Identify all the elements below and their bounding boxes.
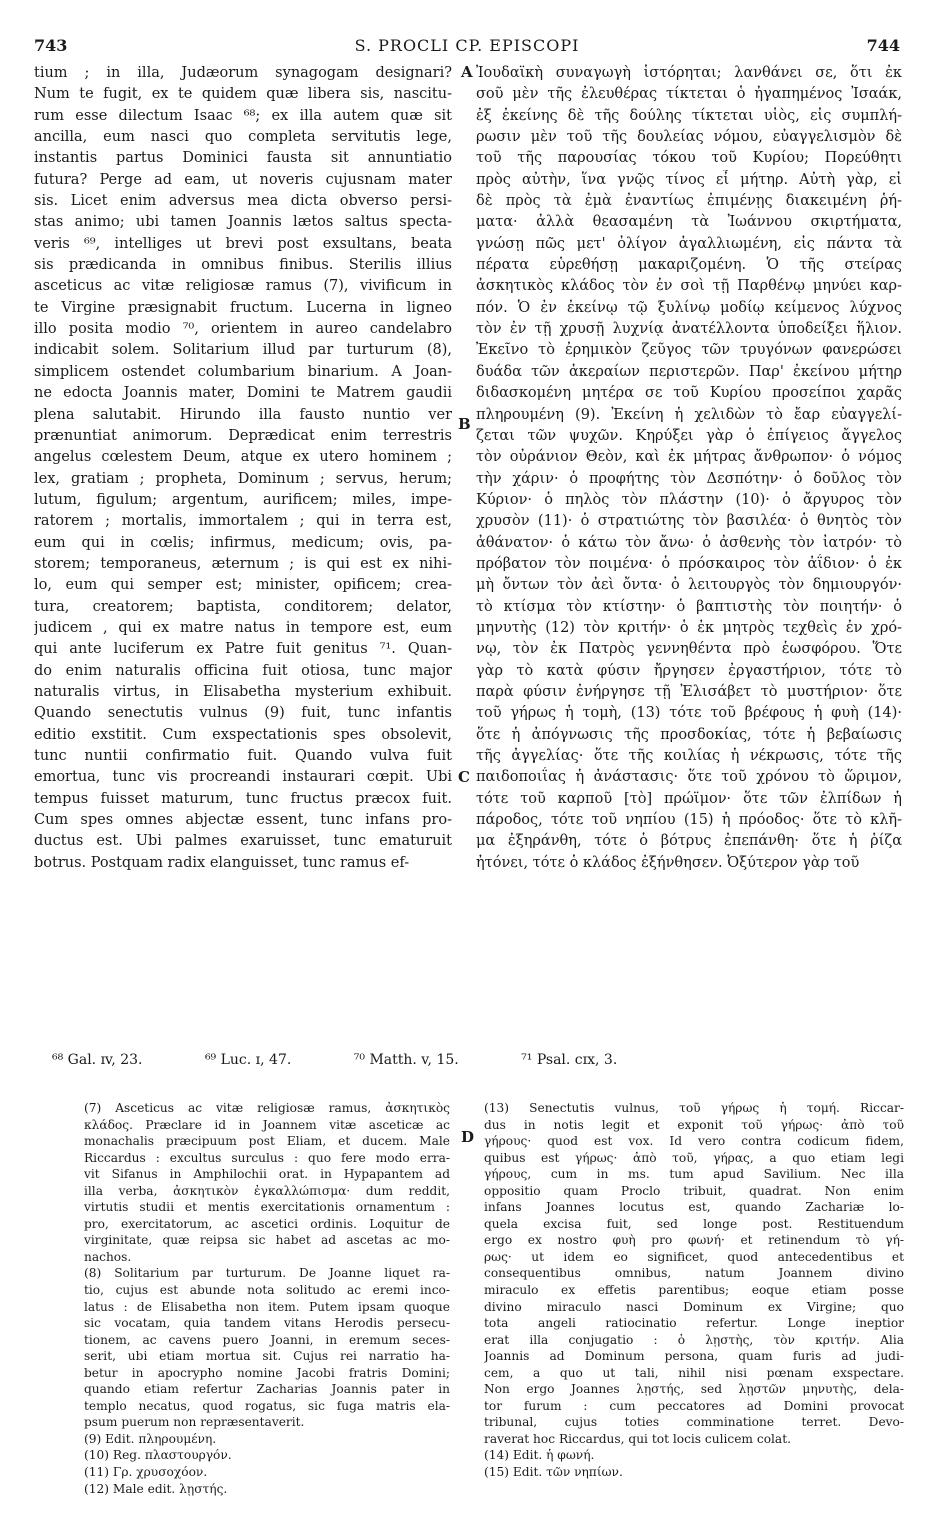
note-line: Joannis ad Dominum persona, quam furis ad judi-: [484, 1349, 904, 1364]
greek-text-line: τὸ κτίσμα τὸν κτίστην· ὁ βαπτιστὴς τὸν ποιητήν· ὁ: [476, 598, 902, 615]
reference: ⁶⁸ Gal. ɪv, 23.: [52, 1052, 143, 1068]
note-line: quando etiam refertur Zacharias Joannis pater in: [84, 1382, 450, 1397]
note-line: (8) Solitarium par turturum. De Joanne liquet ra-: [84, 1266, 450, 1281]
greek-text-line: τὸν ἐν τῇ χρυσῇ λυχνίᾳ ἀνατέλλοντα ὑποδείξει ἥλιον.: [476, 321, 902, 338]
greek-text-line: πέρατα εὑρεθήσῃ μακαριζομένη. Ὁ τῆς στείρας: [476, 257, 902, 274]
margin-mark-d: D: [461, 1128, 475, 1146]
margin-mark-b: B: [458, 415, 471, 433]
latin-text-line: sis. Licet enim adversus mea dicta obverso persi-: [34, 193, 452, 210]
latin-text-line: Num te fugit, ex te quidem quæ libera sis, nascitu-: [34, 86, 452, 103]
note-line: erat illa conjugatio : ὁ λῃστὴς, τὸν κριτήν. Alia: [484, 1332, 904, 1347]
note-line: dus in notis legit et exponit τοῦ γήρως· ἀπὸ τοῦ: [484, 1117, 904, 1132]
running-header: [34, 36, 900, 62]
greek-text-line: διδασκομένη μητέρα σε τοῦ Κυρίου προσείποι χαρᾶς: [476, 385, 902, 402]
greek-text-line: σοῦ μὲν τῆς ἐλευθέρας τίκτεται ὁ ἠγαπημένος Ἰσαάκ,: [476, 86, 902, 103]
note-line: tribunal, cujus toties comminatione terret. Devo-: [484, 1415, 904, 1430]
latin-text-line: te Virgine præsignabit fructum. Lucerna in ligneo: [34, 299, 452, 316]
greek-column: [476, 63, 902, 874]
greek-text-line: Ἐκεῖνο τὸ ἐρημικὸν ζεῦγος τῶν τρυγόνων φανερώσει: [476, 342, 902, 359]
greek-text-line: μὴ ὄντων τὸν ἀεὶ ὄντα· ὁ λειτουργὸς τὸν δημιουργόν·: [476, 577, 902, 594]
greek-text-line: τότε τοῦ καρποῦ [τὸ] πρώϊμον· ὅτε τῶν ἐλπίδων ἡ: [476, 790, 902, 807]
note-line: Non ergo Joannes λῃστής, sed λῃστῶν μηνυτὴς, dela-: [484, 1382, 904, 1397]
latin-text-line: Quando senectutis vulnus (9) fuit, tunc infantis: [34, 705, 452, 722]
note-line: quibus est γήρως· ἀπὸ τοῦ, γήρας, a quo etiam legi: [484, 1150, 904, 1165]
note-line: miraculo ex effetis parentibus; eoque etiam posse: [484, 1283, 904, 1298]
latin-text-line: plena salutabit. Hirundo illa fausto nuntio ver: [34, 406, 452, 423]
note-line: (11) Γρ. χρυσοχόον.: [84, 1465, 208, 1480]
greek-text-line: μα ἐξηράνθη, τότε ὁ βότρυς ἐπεπάνθη· ὅτε ἡ ῥίζα: [476, 833, 902, 850]
greek-text-line: γὰρ τὸ κατὰ φύσιν ἤργησεν ἐργαστήριον, τότε τὸ: [476, 662, 902, 679]
latin-column: [34, 63, 452, 874]
latin-text-line: qui ante luciferum ex Patre fuit genitus ⁷¹. Quan-: [34, 641, 452, 658]
greek-text-line: ρωσιν μὲν τοῦ τῆς δουλείας νόμου, εὐαγγελισμὸν δὲ: [476, 129, 902, 146]
latin-text-line: ductus est. Ubi palmes exaruisset, tunc ematuruit: [34, 833, 452, 850]
greek-text-line: παρὰ φύσιν ἐνήργησε τῇ Ἐλισάβετ τὸ μυστήριον· ὅτε: [476, 683, 902, 700]
latin-text-line: rum esse dilectum Isaac ⁶⁸; ex illa autem quæ sit: [34, 107, 452, 124]
latin-text-line: emortua, tunc vis procreandi instaurari cœpit. Ubi: [34, 769, 452, 786]
latin-text-line: tempus fuisset maturum, tunc fructus præcox fuit.: [34, 790, 452, 807]
note-line: tio, cujus est abunde nota solitudo ac eremi inco-: [84, 1283, 450, 1298]
latin-text-line: eum qui in cœlis; infirmus, medicum; ovis, pa-: [34, 534, 452, 551]
greek-text-line: πόν. Ὁ ἐν ἐκείνῳ τῷ ξυλίνῳ μοδίῳ κείμενος λύχνος: [476, 299, 902, 316]
latin-text-line: sis prædicanda in omnibus finibus. Sterilis illius: [34, 257, 452, 274]
greek-text-line: πάροδος, τότε τοῦ νηπίου (15) ἡ πρόοδος· ὅτε τὸ κλῆ-: [476, 812, 902, 829]
latin-text-line: judicem , qui ex matre natus in tempore est, eum: [34, 619, 452, 636]
latin-text-line: do enim naturalis officina fuit otiosa, tunc major: [34, 662, 452, 679]
scripture-references: [52, 1052, 872, 1068]
greek-text-line: ἀθάνατον· ὁ κάτω τὸν ἄνω· ὁ ἀσθενὴς τὸν ἰατρόν· τὸ: [476, 534, 902, 551]
note-line: ρως· ut idem eo significet, quod antecedentibus et: [484, 1249, 904, 1264]
greek-text-line: Κύριον· ὁ πηλὸς τὸν πλάστην (10)· ὁ ἄργυρος τὸν: [476, 491, 902, 508]
latin-text-line: illo posita modio ⁷⁰, orientem in aureo candelabro: [34, 321, 452, 338]
greek-text-line: ἀσκητικὸς κλάδος τὸν ἐν σοὶ τῇ Παρθένῳ μηνύει καρ-: [476, 278, 902, 295]
reference: ⁷⁰ Matth. v, 15.: [353, 1052, 459, 1068]
note-line: monachalis præcipuum post Eliam, et ducem. Male: [84, 1134, 450, 1149]
greek-text-line: χρυσὸν (11)· ὁ στρατιώτης τὸν βασιλέα· ὁ θνητὸς τὸν: [476, 513, 902, 530]
greek-text-line: παιδοποιΐας ἡ ἀνάστασις· ὅτε τοῦ χρόνου τὸ ὥριμον,: [476, 769, 902, 786]
note-line: γήρους· quod est vox. Id vero contra codicum fidem,: [484, 1134, 904, 1149]
note-line: Riccardus : excultus surculus : quo fere modo erra-: [84, 1150, 450, 1165]
note-line: illa verba, ἀσκητικὸν ἐγκαλλώπισμα· dum reddit,: [84, 1183, 450, 1198]
note-line: templo necatus, quod rogatus, sic fuga matris ela-: [84, 1398, 450, 1413]
latin-text-line: indicabit solem. Solitarium illud par turturum (8),: [34, 342, 452, 359]
greek-text-line: τοῦ τῆς παρουσίας τόκου τοῦ Κυρίου; Πορεύθητι: [476, 150, 902, 167]
reference: ⁷¹ Psal. cɪx, 3.: [521, 1052, 618, 1068]
greek-text-line: τοῦ γήρως ἡ τομὴ, (13) τότε τοῦ βρέφους ἡ φυὴ (14)·: [476, 705, 902, 722]
latin-text-line: veris ⁶⁹, intelliges ut brevi post exsultans, beata: [34, 235, 452, 252]
greek-text-line: Ἰουδαϊκὴ συναγωγὴ ἱστόρηται; λανθάνει σε, ὅτι ἐκ: [476, 65, 902, 81]
latin-text-line: tium ; in illa, Judæorum synagogam designari?: [34, 65, 452, 81]
greek-text-line: γνώσῃ πῶς μετ' ὀλίγον ἀγαλλιωμένη, εἰς πάντα τὰ: [476, 235, 902, 252]
latin-text-line: naturalis virtus, in Elisabetha mysterium exhibuit.: [34, 683, 452, 700]
latin-text-line: futura? Perge ad eam, ut noveris cujusnam mater: [34, 171, 452, 188]
page-number-left: 743: [34, 36, 68, 55]
greek-text-line: πρόβατον τὸν ποιμένα· ὁ πρόσκαιρος τὸν ἀΐδιον· ὁ ἐκ: [476, 555, 902, 572]
note-line: tor furum : cum peccatores ad Domini provocat: [484, 1398, 904, 1413]
note-line: (13) Senectutis vulnus, τοῦ γήρως ἡ τομή. Riccar-: [484, 1101, 904, 1115]
note-line: betur in apocrypho nomine Jacobi fratris Domini;: [84, 1365, 450, 1380]
note-line: γήρους, cum in ms. tum apud Savilium. Nec illa: [484, 1167, 904, 1182]
greek-text-line: τὴν χάριν· ὁ προφήτης τὸν Δεσπότην· ὁ δοῦλος τὸν: [476, 470, 902, 487]
note-line: sic vocatam, quia tandem vitans Herodis persecu-: [84, 1316, 450, 1331]
note-line: raverat hoc Riccardus, qui tot locis culicem colat.: [484, 1431, 791, 1446]
latin-text-line: lutum, figulum; argentum, aurificem; miles, impe-: [34, 491, 452, 508]
note-line: κλάδος. Præclare id in Joannem vitæ asceticæ ac: [84, 1117, 450, 1132]
page-number-right: 744: [866, 36, 900, 55]
greek-text-line: ἐξ ἐκείνης δὲ τῆς δούλης τίκτεται υἱὸς, εἰς συμπλή-: [476, 107, 902, 124]
note-line: pro, exercitatorum, ac ascetici ordinis. Loquitur de: [84, 1216, 450, 1231]
reference: ⁶⁹ Luc. ɪ, 47.: [204, 1052, 292, 1068]
latin-text-line: tunc nuntii confirmatio fuit. Quando vulva fuit: [34, 748, 452, 764]
latin-text-line: simplicem ostendet columbarium binarium. A Joan-: [34, 363, 452, 380]
note-line: vit Sifanus in Amphilochii orat. in Hypapantem ad: [84, 1167, 450, 1182]
margin-mark-c: C: [458, 768, 470, 786]
latin-text-line: instantis partus Dominici fausta sit annuntiatio: [34, 150, 452, 167]
notes-right-column: [484, 1100, 904, 1481]
running-title: S. PROCLI CP. EPISCOPI: [354, 36, 580, 55]
latin-text-line: tura, creatorem; baptista, conditorem; delator,: [34, 598, 452, 615]
latin-text-line: asceticus ac vitæ religiosæ ramus (7), vivificum in: [34, 278, 452, 295]
latin-text-line: botrus. Postquam radix elanguisset, tunc ramus ef-: [34, 854, 410, 871]
note-line: divino miraculo nasci Dominum ex Virgine; quo: [484, 1299, 904, 1314]
greek-text-line: τὸν οὐράνιον Θεὸν, καὶ ἐκ μήτρας ἄνθρωπον· ὁ νόμος: [476, 449, 902, 466]
note-line: quela excisa fuit, sed longe post. Restituendum: [484, 1216, 904, 1231]
note-line: serit, ubi etiam mortua sit. Cujus rei narratio ha-: [84, 1349, 450, 1364]
latin-text-line: ancilla, eum nasci quo completa servitutis lege,: [34, 129, 452, 146]
greek-text-line: πληρουμένη (9). Ἐκείνη ἡ χελιδὼν τὸ ἔαρ εὐαγγελί-: [476, 406, 902, 423]
note-line: consequentibus omnibus, natum Joannem divino: [484, 1266, 904, 1281]
greek-text-line: νῳ, τὸν ἐκ Πατρὸς γεννηθέντα πρὸ ἑωσφόρου. Ὅτε: [476, 641, 902, 658]
greek-text-line: δὲ πρὸς τὰ ἐμὰ ἐναντίως ἐπιμένῃς διακειμένη ῥή-: [476, 193, 902, 210]
note-line: latus : de Elisabetha non item. Putem ipsam quoque: [84, 1299, 450, 1314]
greek-text-line: δυάδα τῶν ἀκεραίων περιστερῶν. Παρ' ἐκείνου μήτηρ: [476, 363, 902, 380]
note-line: (14) Edit. ἡ φωνή.: [484, 1448, 595, 1463]
greek-text-line: πρὸς αὐτὴν, ἵνα γνῷς τίνος εἶ μήτηρ. Αὐτὴ γὰρ, εἰ: [476, 171, 902, 188]
greek-text-line: ματα· ἀλλὰ θεασαμένη τὰ Ἰωάννου σκιρτήματα,: [476, 214, 902, 231]
latin-text-line: ratorem ; mortalis, immortalem ; qui in terra est,: [34, 513, 452, 530]
note-line: (15) Edit. τῶν νηπίων.: [484, 1465, 623, 1480]
note-line: (10) Reg. πλαστουργόν.: [84, 1448, 232, 1463]
note-line: ergo ex nostro φυὴ pro φωνή· et retinendum τὸ γή-: [484, 1233, 904, 1248]
notes-left-column: [84, 1100, 450, 1497]
latin-text-line: lex, gratiam ; propheta, Dominum ; servus, herum;: [34, 470, 452, 487]
note-line: virtutis studii et mentis exercitationis ornamentum :: [84, 1200, 450, 1215]
note-line: tota angeli ratiocinatio refertur. Longe ineptior: [484, 1316, 904, 1331]
greek-text-line: μηνυτὴς (12) τὸν κριτήν· ὁ ἐκ μητρὸς τεχθεὶς ἐν χρό-: [476, 619, 902, 636]
note-line: cem, a quo ut tali, nihil nisi pœnam exspectare.: [484, 1365, 904, 1380]
greek-text-line: τῆς ἀγγελίας· ὅτε τῆς κοιλίας ἡ νέκρωσις, τότε τῆς: [476, 748, 902, 764]
latin-text-line: ne edocta Joannis mater, Domini te Matrem gaudii: [34, 385, 452, 402]
note-line: infans Joannes locutus est, quando Zachariæ lo-: [484, 1200, 904, 1215]
greek-text-line: ζεται τῶν ψυχῶν. Κηρύξει γὰρ ὁ ἐπίγειος ἄγγελος: [476, 427, 902, 444]
greek-text-line: ὅτε ἡ ἀπόγνωσις τῆς προσδοκίας, τότε ἡ βεβαίωσις: [476, 726, 902, 743]
note-line: (7) Asceticus ac vitæ religiosæ ramus, ἀσκητικὸς: [84, 1101, 450, 1115]
latin-text-line: storem; temporaneus, æternum ; is qui est ex nihi-: [34, 555, 452, 572]
latin-text-line: Cum spes omnes abjectæ essent, tunc infans pro-: [34, 812, 452, 829]
latin-text-line: prænuntiat animorum. Deprædicat enim terrestris: [34, 427, 452, 444]
note-line: oppositio quam Proclo tribuit, quadrat. Non enim: [484, 1183, 904, 1198]
margin-mark-a: A: [461, 63, 473, 81]
note-line: nachos.: [84, 1249, 132, 1264]
latin-text-line: angelus cœlestem Deum, atque ex utero hominem ;: [34, 449, 452, 466]
greek-text-line: ἠτόνει, τότε ὁ κλάδος ἐξήνθησεν. Ὀξύτερον γὰρ τοῦ: [476, 854, 860, 871]
latin-text-line: stas animo; ubi tamen Joannis lætos saltus specta-: [34, 214, 452, 231]
note-line: (9) Edit. πληρουμένη.: [84, 1431, 217, 1446]
note-line: psum puerum non repræsentaverit.: [84, 1415, 305, 1430]
note-line: virginitate, quæ reipsa sic habet ad ascetas ac mo-: [84, 1233, 450, 1248]
latin-text-line: editio exstitit. Cum exspectationis spes obsolevit,: [34, 726, 452, 743]
note-line: (12) Male edit. λῃστής.: [84, 1481, 228, 1496]
note-line: tionem, ac cavens puero Joanni, in eremum seces-: [84, 1332, 450, 1347]
latin-text-line: lo, eum qui semper est; minister, opificem; crea-: [34, 577, 452, 594]
